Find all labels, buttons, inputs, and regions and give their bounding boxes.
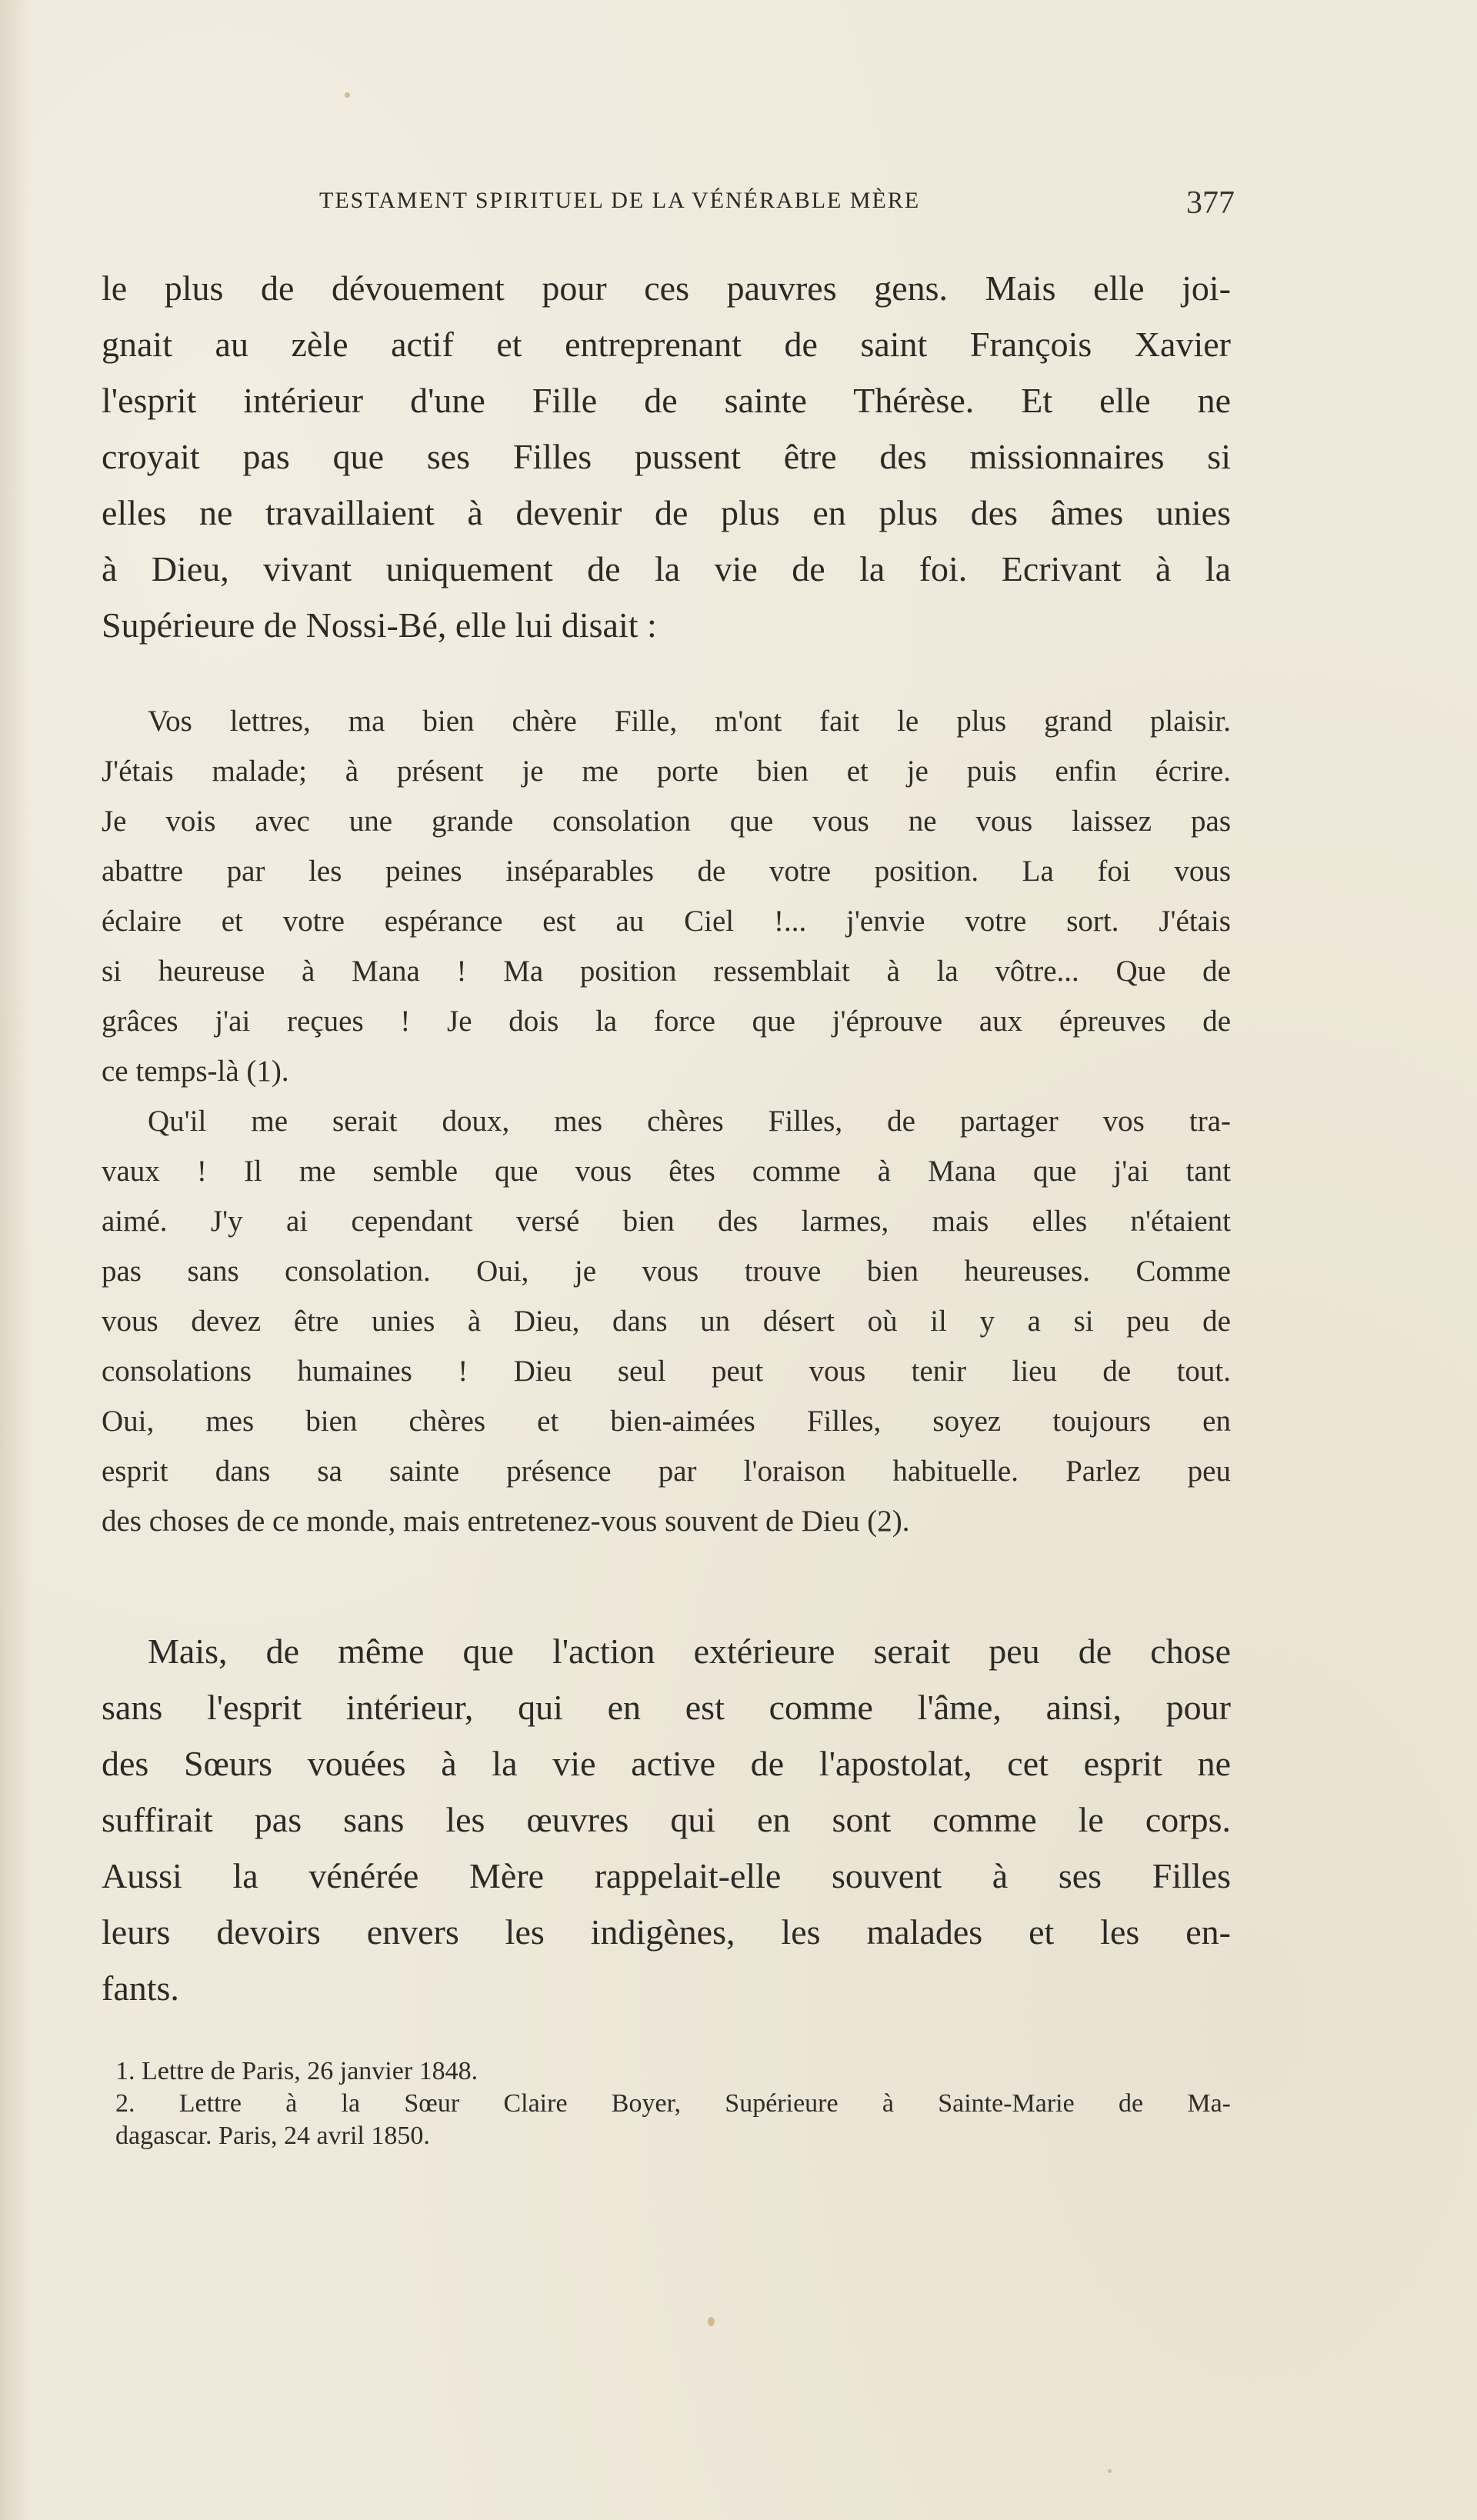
quote-line: aimé. J'y ai cependant versé bien des larmes, mais elles n'étaient bbox=[102, 1205, 1231, 1238]
closing-line: sans l'esprit intérieur, qui en est comme l'âme, ainsi, pour bbox=[102, 1688, 1231, 1727]
letter-quotation bbox=[102, 696, 1231, 1546]
quote-line: Vos lettres, ma bien chère Fille, m'ont fait le plus grand plaisir. bbox=[148, 705, 1231, 738]
quote-line: vaux ! Il me semble que vous êtes comme à Mana que j'ai tant bbox=[102, 1155, 1231, 1188]
quote-line: grâces j'ai reçues ! Je dois la force que j'éprouve aux épreuves de bbox=[102, 1005, 1231, 1038]
quote-line: J'étais malade; à présent je me porte bien et je puis enfin écrire. bbox=[102, 755, 1231, 788]
closing-line: suffirait pas sans les œuvres qui en sont comme le corps. bbox=[102, 1800, 1231, 1839]
footnote-1: 1. Lettre de Paris, 26 janvier 1848. bbox=[115, 2057, 478, 2085]
quote-line: Qu'il me serait doux, mes chères Filles, de partager vos tra- bbox=[148, 1105, 1231, 1138]
closing-line: Mais, de même que l'action extérieure serait peu de chose bbox=[148, 1632, 1231, 1671]
intro-line: elles ne travaillaient à devenir de plus en plus des âmes unies bbox=[102, 493, 1231, 532]
intro-line: le plus de dévouement pour ces pauvres gens. Mais elle joi- bbox=[102, 268, 1231, 308]
footnotes bbox=[115, 2055, 1231, 2152]
quote-line: éclaire et votre espérance est au Ciel !... j'envie votre sort. J'étais bbox=[102, 905, 1231, 938]
quote-line: si heureuse à Mana ! Ma position ressemblait à la vôtre... Que de bbox=[102, 955, 1231, 988]
intro-line: Supérieure de Nossi-Bé, elle lui disait : bbox=[102, 605, 657, 645]
footnote-2-continuation: dagascar. Paris, 24 avril 1850. bbox=[115, 2122, 430, 2150]
intro-line: l'esprit intérieur d'une Fille de sainte Thérèse. Et elle ne bbox=[102, 381, 1231, 420]
quote-line: vous devez être unies à Dieu, dans un désert où il y a si peu de bbox=[102, 1305, 1231, 1338]
closing-paragraph bbox=[102, 1623, 1231, 2016]
page-number: 377 bbox=[1186, 185, 1235, 221]
intro-line: croyait pas que ses Filles pussent être des missionnaires si bbox=[102, 437, 1231, 476]
quote-line: abattre par les peines inséparables de votre position. La foi vous bbox=[102, 855, 1231, 888]
binding-shadow bbox=[0, 0, 31, 2520]
closing-line: des Sœurs vouées à la vie active de l'apostolat, cet esprit ne bbox=[102, 1744, 1231, 1783]
closing-line: leurs devoirs envers les indigènes, les malades et les en- bbox=[102, 1912, 1231, 1952]
quote-line: ce temps-là (1). bbox=[102, 1055, 289, 1088]
quote-line: pas sans consolation. Oui, je vous trouve bien heureuses. Comme bbox=[102, 1255, 1231, 1288]
intro-paragraph bbox=[102, 260, 1231, 653]
quote-line: Je vois avec une grande consolation que vous ne vous laissez pas bbox=[102, 805, 1231, 838]
closing-line: Aussi la vénérée Mère rappelait-elle souvent à ses Filles bbox=[102, 1856, 1231, 1895]
closing-line: fants. bbox=[102, 1968, 179, 2008]
intro-line: à Dieu, vivant uniquement de la vie de la foi. Ecrivant à la bbox=[102, 549, 1231, 588]
intro-line: gnait au zèle actif et entreprenant de saint François Xavier bbox=[102, 325, 1231, 364]
running-head bbox=[319, 185, 1235, 222]
footnote-2: 2. Lettre à la Sœur Claire Boyer, Supérieure à Sainte-Marie de Ma- bbox=[115, 2089, 1231, 2118]
quote-line: des choses de ce monde, mais entretenez-vous souvent de Dieu (2). bbox=[102, 1505, 910, 1538]
quote-line: esprit dans sa sainte présence par l'oraison habituelle. Parlez peu bbox=[102, 1455, 1231, 1488]
quote-line: Oui, mes bien chères et bien-aimées Filles, soyez toujours en bbox=[102, 1405, 1231, 1438]
running-title: TESTAMENT SPIRITUEL DE LA VÉNÉRABLE MÈRE bbox=[319, 188, 921, 213]
quote-line: consolations humaines ! Dieu seul peut vous tenir lieu de tout. bbox=[102, 1355, 1231, 1388]
